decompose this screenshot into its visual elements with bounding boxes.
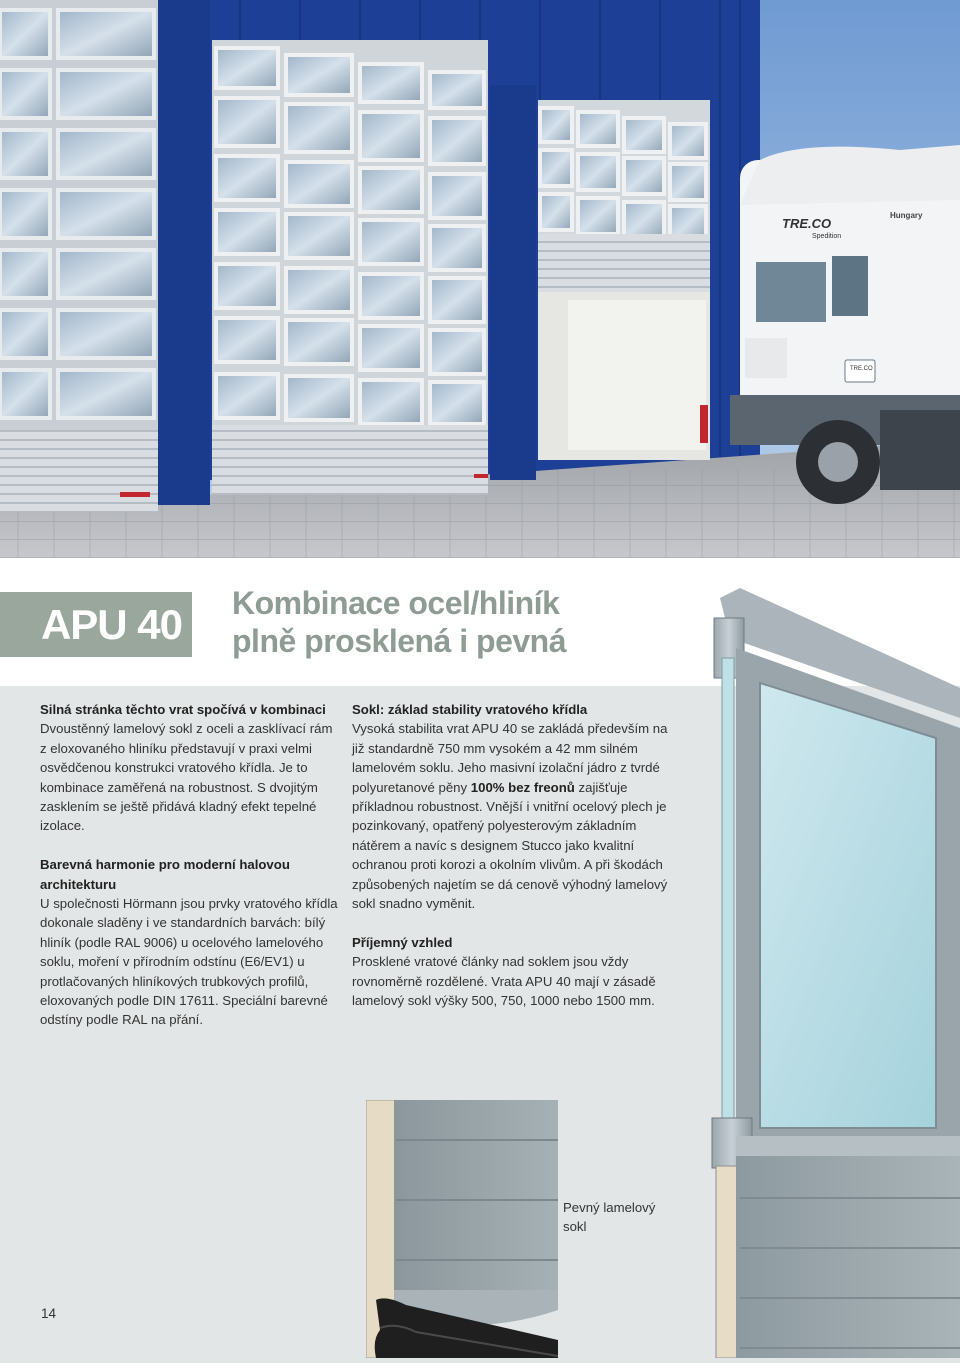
section-heading-appearance: Příjemný vzhled [352,934,453,950]
door-section-illustration [700,588,960,1358]
title-line-2: plně prosklená i pevná [232,623,566,659]
section-body-appearance: Prosklené vratové články nad soklem jsou vždy rovnoměrně rozdělené. Vrata APU 40 mají v zásadě lamelový sokl výšky 500, 750, 1000 nebo 1500 mm. [352,954,656,1009]
section-heading-plinth: Sokl: základ stability vratového křídla [352,702,588,717]
svg-text:TRE.CO: TRE.CO [850,366,873,372]
section-body-strength: Dvoustěnný lamelový sokl z oceli a zasklívací rám z eloxovaného hliníku představují v praxi velmi osvědčenou konstrukci vratového křídla. Je to kombinace zaměřená na robustnost. S dvojitým zasklením se ještě přidává kladný efekt tepelné izolace. [40,721,333,834]
section-body-plinth [352,719,682,913]
figure-caption: Pevný lamelový sokl [563,1200,656,1235]
right-column [352,700,682,1030]
plinth-text-bold: 100% bez freonů [470,779,575,795]
section-heading-strength: Silná stránka těchto vrat spočívá v kombinaci [40,702,326,717]
left-column [40,700,340,1049]
svg-text:Spedition: Spedition [812,233,842,240]
hero-photo [0,0,960,558]
page-title [232,584,566,660]
page-number: 14 [41,1306,57,1321]
plinth-text-end: zajišťuje příkladnou robustnost. Vnější i vnitřní ocelový plech je pozinkovaný, opatřený polyesterovým základním nátěrem a navíc s designem Stucco jako kvalitní ochranou proti korozi a okolním vlivům. A při škodách způsobených najetím se dá cenově výhodný lamelový sokl snadno vyměnit. [352,779,668,912]
plinth-panel-illustration [366,1100,558,1358]
section-heading-colors: Barevná harmonie pro moderní halovou architekturu [40,857,290,892]
model-badge: APU 40 [0,592,192,657]
svg-text:TRE.CO: TRE.CO [782,216,832,231]
plinth-text-start: Vysoká stabilita vrat APU 40 se zakládá především na již standardně 750 mm vysokém a 42 mm silném lamelovém soklu. Jeho masivní izolační jádro z tvrdé polyuretanové pěny [352,721,668,795]
svg-text:Hungary: Hungary [890,211,923,220]
title-line-1: Kombinace ocel/hliník [232,585,560,621]
section-body-colors: U společnosti Hörmann jsou prvky vratového křídla dokonale sladěny i ve standardních barvách: bílý hliník (podle RAL 9006) u ocelového lamelového soklu, moření v přírodním odstínu (E6/EV1) u protlačovaných hliníkových trubkových profilů, eloxovaných podle DIN 17611. Speciální barevné odstíny podle RAL na přání. [40,896,338,1028]
